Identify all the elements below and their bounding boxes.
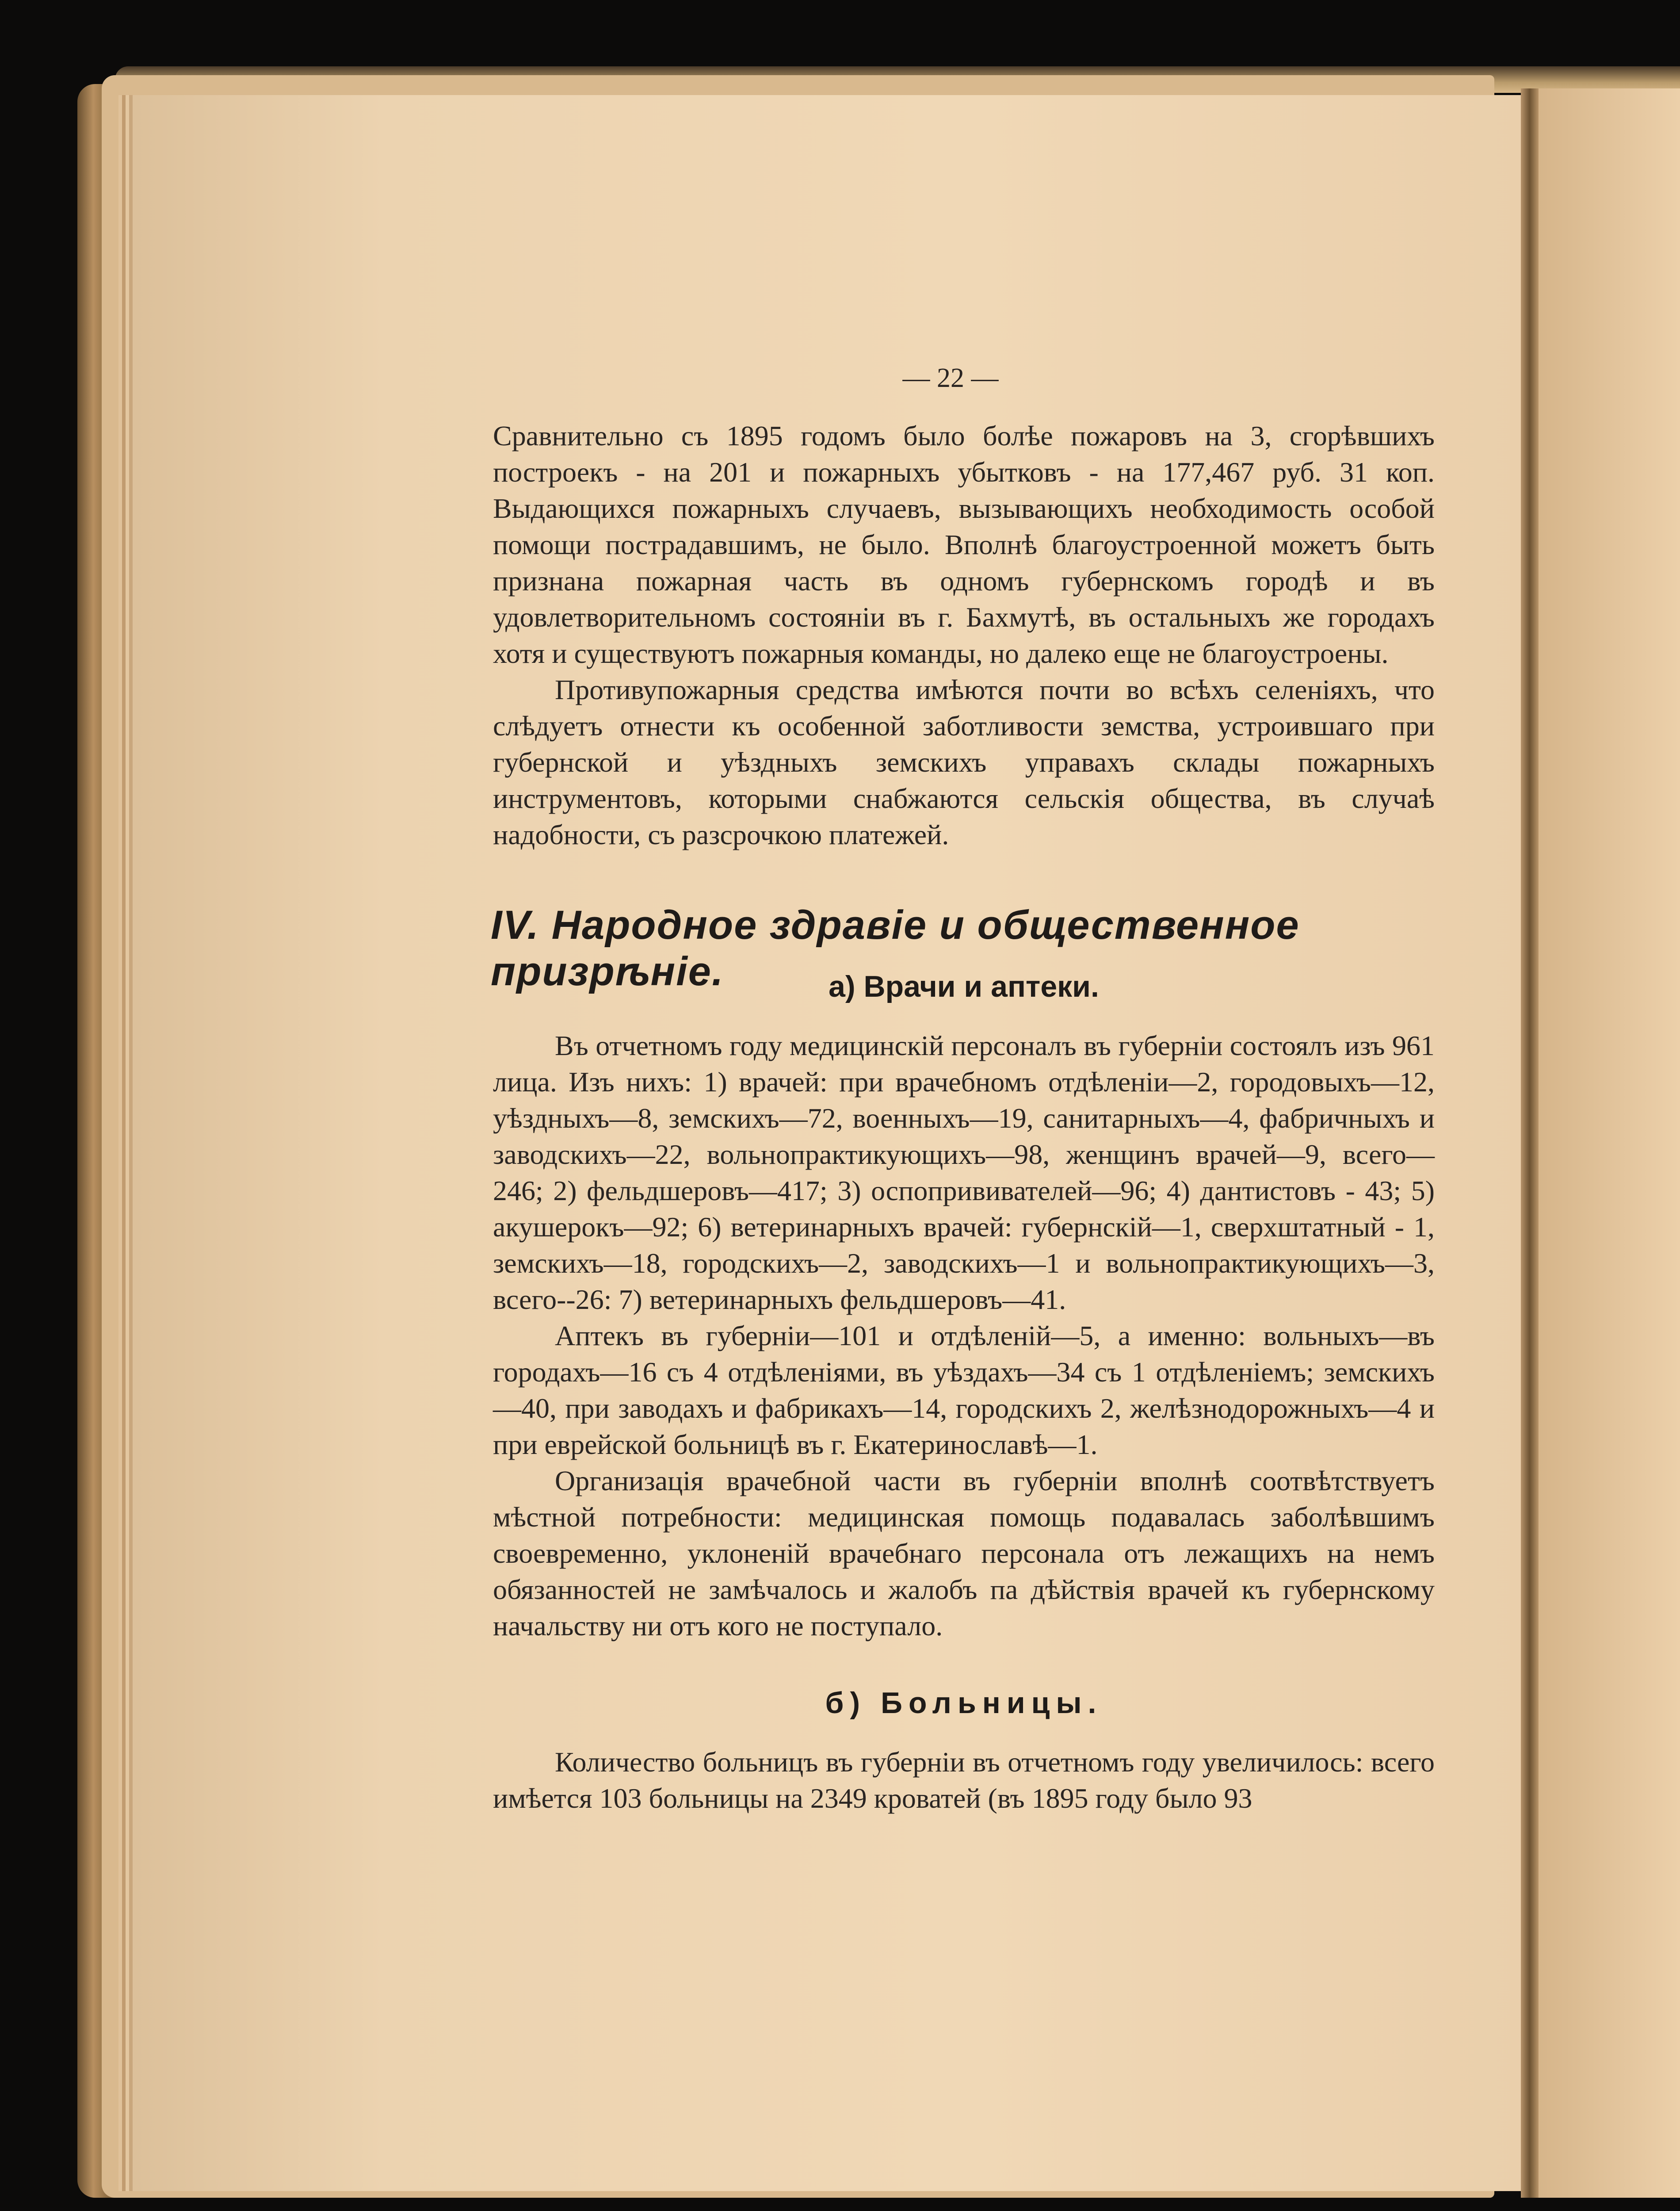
paragraph: Въ отчетномъ году медицинскій персоналъ въ губерніи состоялъ изъ 961 лица. Изъ нихъ: 1) врачей: при врачебномъ отдѣленіи—2, городовыхъ—12, уѣздныхъ—8, земскихъ—72, военныхъ—19, санитарныхъ—4, фабричныхъ и заводскихъ—22, вольнопрактикующихъ—98, женщинъ врачей—9, всего—246; 2) фельдшеровъ—417; 3) оспопрививателей—96; 4) дантистовъ - 43; 5) акушерокъ—92; 6) ветеринарныхъ врачей: губернскій—1, сверхштатный - 1, земскихъ—18, городскихъ—2, заводскихъ—1 и вольнопрактикующихъ—3, всего--26: 7) ветеринарныхъ фельдшеровъ—41. — [493, 1030, 1435, 1315]
subsection-b — [493, 1685, 1435, 1817]
subsection-heading: б) Больницы. — [825, 1686, 1103, 1720]
facing-page-edge — [1539, 88, 1680, 2198]
paragraph: Противупожарныя средства имѣются почти во всѣхъ селеніяхъ, что слѣдуетъ отнести къ особенной заботливости земства, устроившаго при губернской и уѣздныхъ земскихъ управахъ склады пожарныхъ инструментовъ, которыми снабжаются сельскія общества, въ случаѣ надобности, съ разсрочкою платежей. — [493, 674, 1435, 850]
paragraph: Аптекъ въ губерніи—101 и отдѣленій—5, а именно: вольныхъ—въ городахъ—16 съ 4 отдѣленіями, въ уѣздахъ—34 съ 1 отдѣленіемъ; земскихъ—40, при заводахъ и фабрикахъ—14, городскихъ 2, желѣзнодорожныхъ—4 и при еврейской больницѣ въ г. Екатеринославѣ—1. — [493, 1320, 1435, 1460]
paragraph: Организація врачебной части въ губерніи вполнѣ соотвѣтствуетъ мѣстной потребности: медицинская помощь подавалась заболѣвшимъ своевременно, уклоненій врачебнаго персонала отъ лежащихъ на немъ обязанностей не замѣчалось и жалобъ па дѣйствія врачей къ губернскому начальству ни отъ кого не поступало. — [493, 1465, 1435, 1641]
page-number: — 22 — — [902, 363, 999, 393]
paragraph: Количество больницъ въ губерніи въ отчетномъ году увеличилось: всего имѣется 103 больницы на 2349 кроватей (въ 1895 году было 93 — [493, 1746, 1435, 1814]
section-heading: IV. Народное здравіе и общественное призрѣніе. — [491, 903, 1300, 994]
paragraph: Сравнительно съ 1895 годомъ было болѣе пожаровъ на 3, сгорѣвшихъ построекъ - на 201 и пожарныхъ убытковъ - на 177,467 руб. 31 коп. Выдающихся пожарныхъ случаевъ, вызывающихъ необходимость особой помощи пострадавшимъ, не было. Вполнѣ благоустроенной можетъ быть признана пожарная часть въ одномъ губернскомъ городѣ и въ удовлетворительномъ состояніи въ г. Бахмутѣ, въ остальныхъ же городахъ хотя и существуютъ пожарныя команды, но далеко еще не благоустроены. — [493, 420, 1435, 669]
book-gutter — [1521, 88, 1539, 2198]
page-text — [493, 418, 1435, 853]
subsection-heading: а) Врачи и аптеки. — [829, 970, 1099, 1003]
subsection-a — [493, 968, 1435, 1644]
